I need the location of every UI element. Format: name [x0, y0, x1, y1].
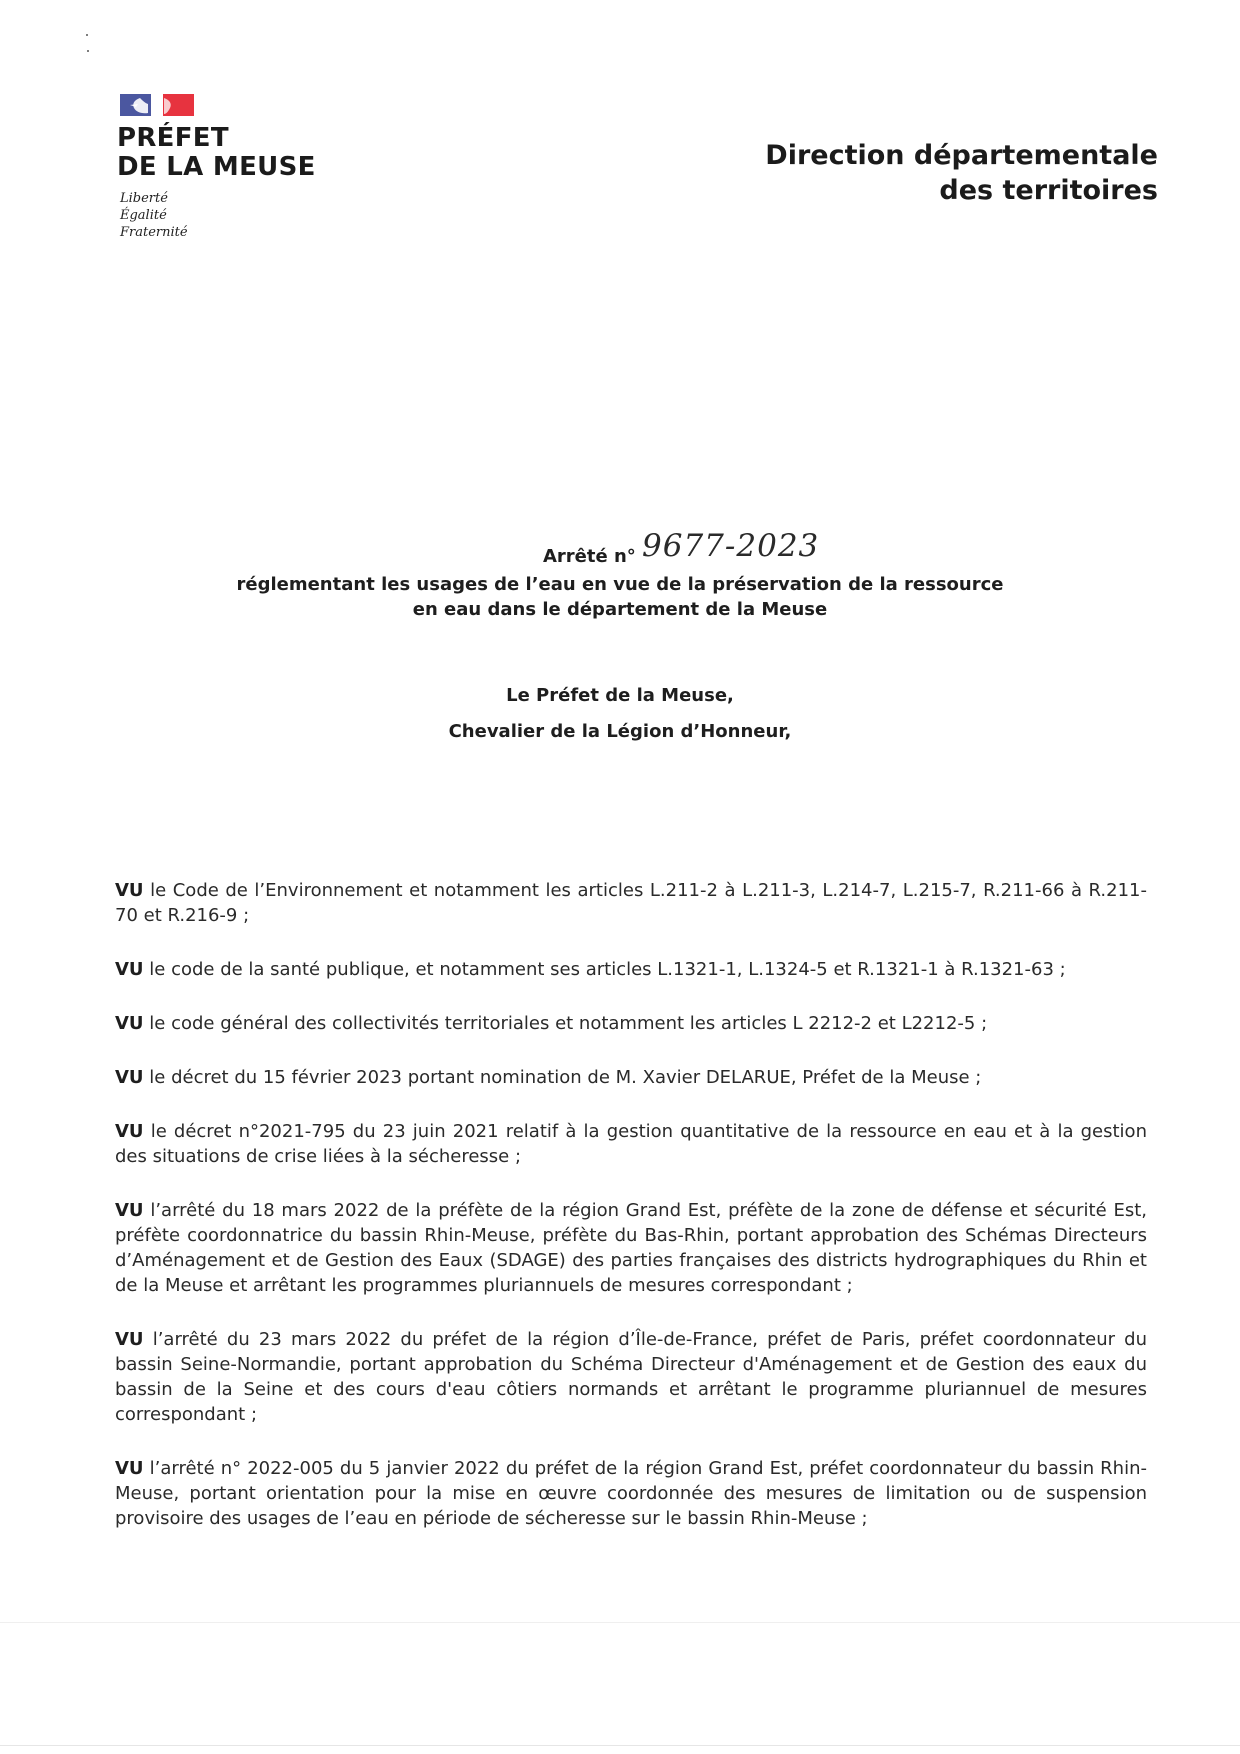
marianne-logo [120, 92, 194, 118]
document-title [0, 528, 1240, 622]
vu-prefix: VU [115, 1121, 144, 1142]
prefet-line-1: Le Préfet de la Meuse, [506, 685, 734, 706]
considerant-paragraph [115, 1011, 1147, 1036]
considerant-text: le décret du 15 février 2023 portant nomination de M. Xavier DELARUE, Préfet de la Meuse ; [149, 1067, 982, 1088]
considerant-paragraph [115, 1065, 1147, 1090]
arrete-label: Arrêté n° [543, 546, 636, 567]
considerant-paragraph [115, 1198, 1147, 1298]
considerant-text: l’arrêté du 18 mars 2022 de la préfète de la région Grand Est, préfète de la zone de défense et sécurité Est, préfète coordonnatrice du bassin Rhin-Meuse, préfète du Bas-Rhin, portant approbation des Schémas Directeurs d’Aménagement et de Gestion des Eaux (SDAGE) des parties françaises des districts hydrographiques du Rhin et de la Meuse et arrêtant les programmes pluriannuels de mesures correspondant ; [115, 1200, 1147, 1296]
considerant-text: le code de la santé publique, et notamment ses articles L.1321-1, L.1324-5 et R.1321-1 à R.1321-63 ; [149, 959, 1066, 980]
prefet-line-2: Chevalier de la Légion d’Honneur, [448, 721, 792, 742]
considerant-text: le Code de l’Environnement et notamment les articles L.211-2 à L.211-3, L.214-7, L.215-7, R.211-66 à R.211-70 et R.216-9 ; [115, 880, 1147, 926]
vu-prefix: VU [115, 1013, 144, 1034]
vu-prefix: VU [115, 959, 144, 980]
vu-prefix: VU [115, 1458, 144, 1479]
considerant-text: l’arrêté n° 2022-005 du 5 janvier 2022 du préfet de la région Grand Est, préfet coordonnateur du bassin Rhin-Meuse, portant orientation pour la mise en œuvre coordonnée des mesures de limitation ou de suspension provisoire des usages de l’eau en période de sécheresse sur le bassin Rhin-Meuse ; [115, 1458, 1147, 1529]
bloc-line-2: DE LA MEUSE [117, 152, 316, 182]
page-divider [0, 1622, 1240, 1623]
considerant-text: le décret n°2021-795 du 23 juin 2021 relatif à la gestion quantitative de la ressource en eau et à la gestion des situations de crise liées à la sécheresse ; [115, 1121, 1147, 1167]
considerant-paragraph [115, 957, 1147, 982]
motto-egalite: Égalité [120, 208, 167, 223]
arrete-heading [0, 528, 1240, 572]
considerant-paragraph [115, 878, 1147, 928]
considerant-text: l’arrêté du 23 mars 2022 du préfet de la région d’Île-de-France, préfet de Paris, préfet coordonnateur du bassin Seine-Normandie, portant approbation du Schéma Directeur d'Aménagement et de Gestion des eaux du bassin de la Seine et des cours d'eau côtiers normands et arrêtant le programme pluriannuel de mesures correspondant ; [115, 1329, 1147, 1425]
arrete-number-handwritten: 9677-2023 [642, 528, 820, 564]
motto-liberte: Liberté [120, 191, 168, 206]
authority-statement [0, 678, 1240, 750]
considerant-paragraph [115, 1327, 1147, 1427]
title-line-2: en eau dans le département de la Meuse [412, 599, 828, 620]
considerant-paragraph [115, 1456, 1147, 1531]
republic-motto [120, 190, 188, 241]
direction-line-2: des territoires [939, 175, 1158, 206]
considerant-text: le code général des collectivités territoriales et notamment les articles L 2212-2 et L2212-5 ; [149, 1013, 988, 1034]
vu-prefix: VU [115, 880, 144, 901]
title-line-1: réglementant les usages de l’eau en vue de la préservation de la ressource [236, 574, 1004, 595]
considerant-paragraph [115, 1119, 1147, 1169]
issuing-direction [765, 138, 1158, 208]
motto-fraternite: Fraternité [120, 225, 188, 240]
prefet-bloc-marque [117, 124, 316, 182]
vu-prefix: VU [115, 1329, 144, 1350]
scan-edge [0, 1745, 1240, 1746]
vu-prefix: VU [115, 1067, 144, 1088]
considerants-list [115, 878, 1147, 1560]
scan-marks [85, 34, 91, 58]
direction-line-1: Direction départementale [765, 140, 1158, 171]
bloc-line-1: PRÉFET [117, 123, 229, 153]
vu-prefix: VU [115, 1200, 144, 1221]
